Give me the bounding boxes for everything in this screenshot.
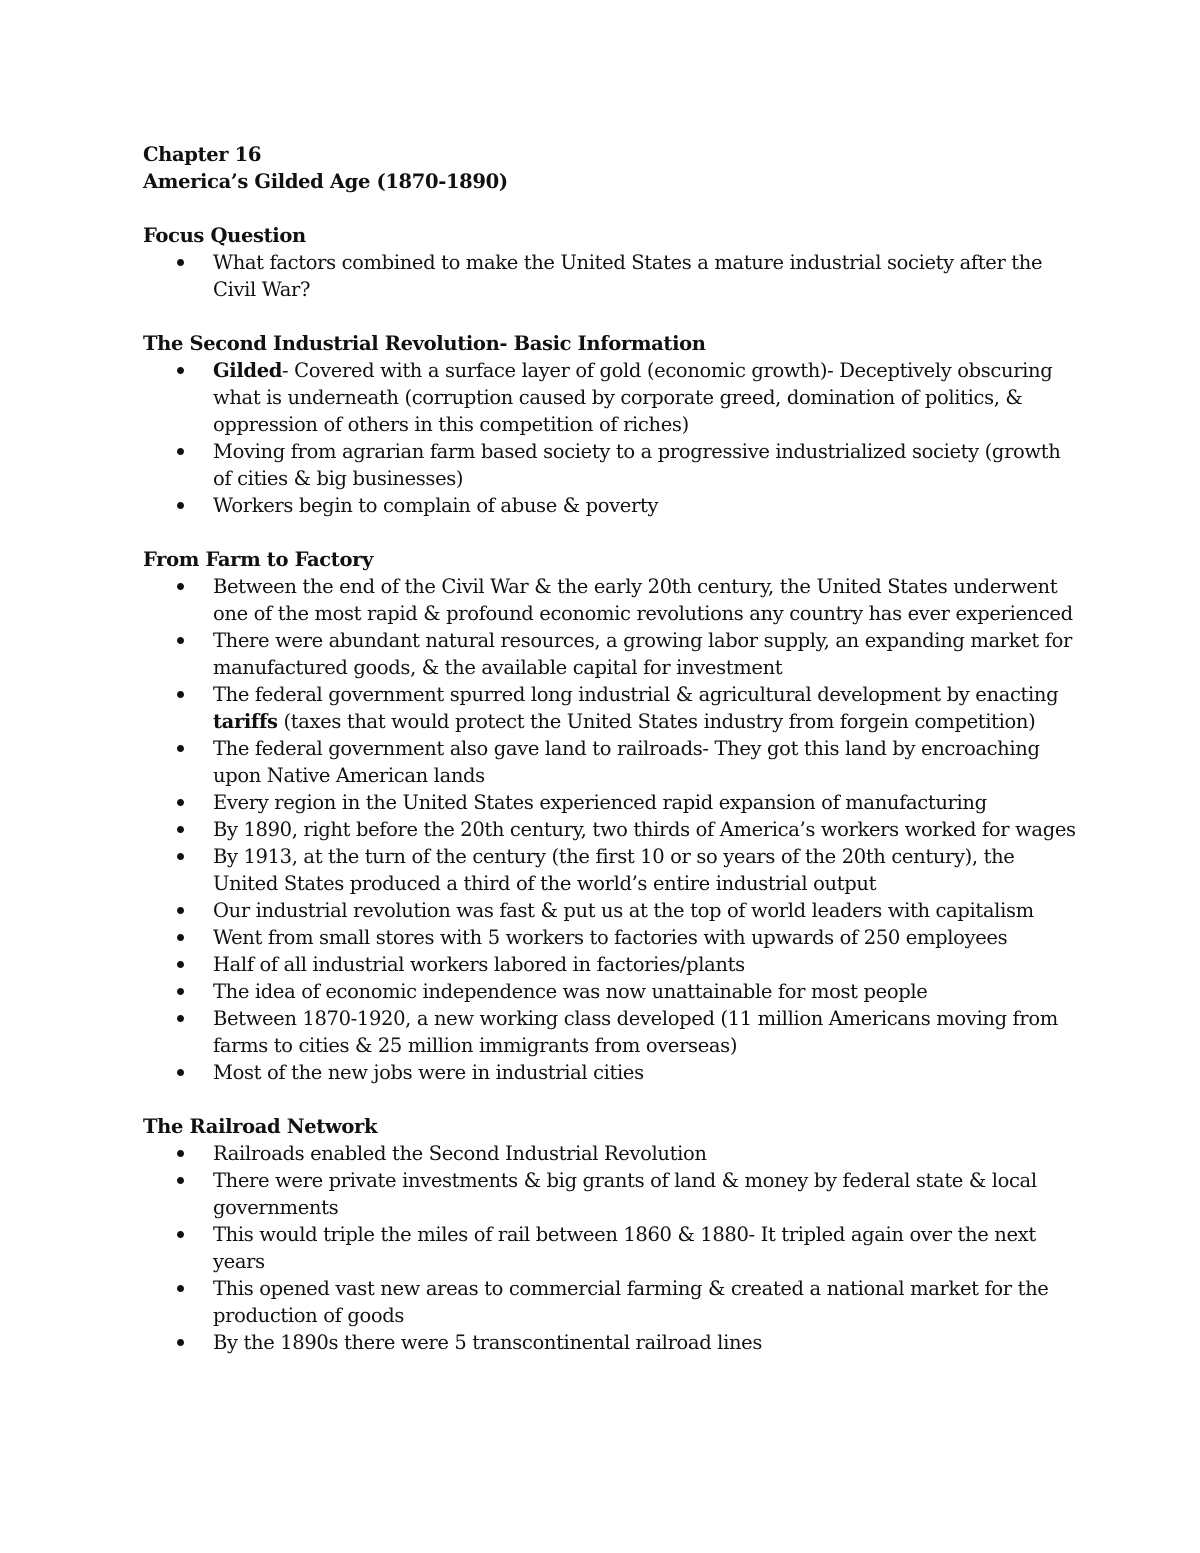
item-text: Went from small stores with 5 workers to factories with upwards of 250 employees bbox=[213, 926, 1008, 949]
item-text: By 1913, at the turn of the century (the first 10 or so years of the 20th century), the United States produced a third of the world’s entire industrial output bbox=[213, 845, 1015, 895]
chapter-title: America’s Gilded Age (1870-1890) bbox=[143, 170, 508, 193]
bullet-icon bbox=[175, 843, 185, 870]
bullet-icon bbox=[175, 492, 185, 519]
section-heading: The Railroad Network bbox=[143, 1115, 378, 1138]
section-second-industrial-revolution bbox=[143, 330, 1083, 519]
bullet-icon bbox=[175, 249, 185, 276]
bullet-icon bbox=[175, 897, 185, 924]
section-heading: From Farm to Factory bbox=[143, 548, 374, 571]
list-item bbox=[143, 1167, 1083, 1221]
document-page bbox=[143, 141, 1083, 1356]
list-item bbox=[143, 492, 1083, 519]
list-item bbox=[143, 951, 1083, 978]
item-text: This would triple the miles of rail between 1860 & 1880- It tripled again over the next years bbox=[213, 1223, 1036, 1273]
item-text: Railroads enabled the Second Industrial Revolution bbox=[213, 1142, 707, 1165]
item-text: Most of the new jobs were in industrial cities bbox=[213, 1061, 644, 1084]
section-focus-question bbox=[143, 222, 1083, 303]
section-heading: The Second Industrial Revolution- Basic Information bbox=[143, 332, 706, 355]
bullet-icon bbox=[175, 357, 185, 384]
section-heading: Focus Question bbox=[143, 224, 306, 247]
bullet-icon bbox=[175, 627, 185, 654]
item-text: What factors combined to make the United States a mature industrial society after the Civil War? bbox=[213, 251, 1043, 301]
list-item bbox=[143, 438, 1083, 492]
bullet-list bbox=[143, 1140, 1083, 1356]
list-item bbox=[143, 249, 1083, 303]
item-text: - Covered with a surface layer of gold (economic growth)- Deceptively obscuring what is underneath (corruption caused by corporate greed, domination of politics, & oppression of others in this competition of riches) bbox=[213, 359, 1053, 436]
bullet-icon bbox=[175, 1140, 185, 1167]
bullet-icon bbox=[175, 1221, 185, 1248]
item-text: Workers begin to complain of abuse & poverty bbox=[213, 494, 659, 517]
list-item bbox=[143, 681, 1083, 735]
bullet-icon bbox=[175, 1275, 185, 1302]
term: tariffs bbox=[213, 710, 278, 733]
list-item bbox=[143, 1275, 1083, 1329]
bullet-icon bbox=[175, 924, 185, 951]
bullet-icon bbox=[175, 1329, 185, 1356]
list-item bbox=[143, 1140, 1083, 1167]
bullet-icon bbox=[175, 789, 185, 816]
list-item bbox=[143, 573, 1083, 627]
spacer bbox=[143, 195, 1083, 222]
spacer bbox=[143, 303, 1083, 330]
item-text: Moving from agrarian farm based society to a progressive industrialized society (growth of cities & big businesses) bbox=[213, 440, 1061, 490]
item-text: Every region in the United States experienced rapid expansion of manufacturing bbox=[213, 791, 987, 814]
item-text: The federal government also gave land to railroads- They got this land by encroaching upon Native American lands bbox=[213, 737, 1040, 787]
bullet-icon bbox=[175, 978, 185, 1005]
bullet-icon bbox=[175, 1005, 185, 1032]
bullet-icon bbox=[175, 573, 185, 600]
bullet-icon bbox=[175, 816, 185, 843]
item-text: Half of all industrial workers labored in factories/plants bbox=[213, 953, 745, 976]
item-text: There were abundant natural resources, a growing labor supply, an expanding market for manufactured goods, & the available capital for investment bbox=[213, 629, 1072, 679]
list-item bbox=[143, 924, 1083, 951]
list-item bbox=[143, 816, 1083, 843]
item-text: By the 1890s there were 5 transcontinental railroad lines bbox=[213, 1331, 763, 1354]
item-text: Between 1870-1920, a new working class developed (11 million Americans moving from farms to cities & 25 million immigrants from overseas) bbox=[213, 1007, 1058, 1057]
item-text: (taxes that would protect the United States industry from forgein competition) bbox=[277, 710, 1036, 733]
bullet-icon bbox=[175, 681, 185, 708]
list-item bbox=[143, 627, 1083, 681]
list-item bbox=[143, 897, 1083, 924]
section-farm-to-factory bbox=[143, 546, 1083, 1086]
list-item bbox=[143, 978, 1083, 1005]
bullet-icon bbox=[175, 1059, 185, 1086]
bullet-list bbox=[143, 357, 1083, 519]
section-railroad-network bbox=[143, 1113, 1083, 1356]
bullet-icon bbox=[175, 438, 185, 465]
list-item bbox=[143, 843, 1083, 897]
item-text: By 1890, right before the 20th century, two thirds of America’s workers worked for wages bbox=[213, 818, 1076, 841]
item-text: There were private investments & big grants of land & money by federal state & local governments bbox=[213, 1169, 1037, 1219]
list-item bbox=[143, 1005, 1083, 1059]
list-item bbox=[143, 1329, 1083, 1356]
list-item bbox=[143, 735, 1083, 789]
bullet-icon bbox=[175, 735, 185, 762]
item-text: This opened vast new areas to commercial farming & created a national market for the production of goods bbox=[213, 1277, 1049, 1327]
item-text: Our industrial revolution was fast & put us at the top of world leaders with capitalism bbox=[213, 899, 1034, 922]
term: Gilded bbox=[213, 359, 283, 382]
bullet-icon bbox=[175, 951, 185, 978]
bullet-list bbox=[143, 249, 1083, 303]
item-text: The idea of economic independence was now unattainable for most people bbox=[213, 980, 928, 1003]
bullet-list bbox=[143, 573, 1083, 1086]
chapter-number: Chapter 16 bbox=[143, 143, 262, 166]
spacer bbox=[143, 519, 1083, 546]
spacer bbox=[143, 1086, 1083, 1113]
list-item bbox=[143, 1059, 1083, 1086]
list-item bbox=[143, 789, 1083, 816]
item-text: Between the end of the Civil War & the early 20th century, the United States underwent one of the most rapid & profound economic revolutions any country has ever experienced bbox=[213, 575, 1073, 625]
list-item bbox=[143, 1221, 1083, 1275]
list-item bbox=[143, 357, 1083, 438]
item-text-pre: The federal government spurred long industrial & agricultural development by enacting bbox=[213, 683, 1059, 706]
bullet-icon bbox=[175, 1167, 185, 1194]
